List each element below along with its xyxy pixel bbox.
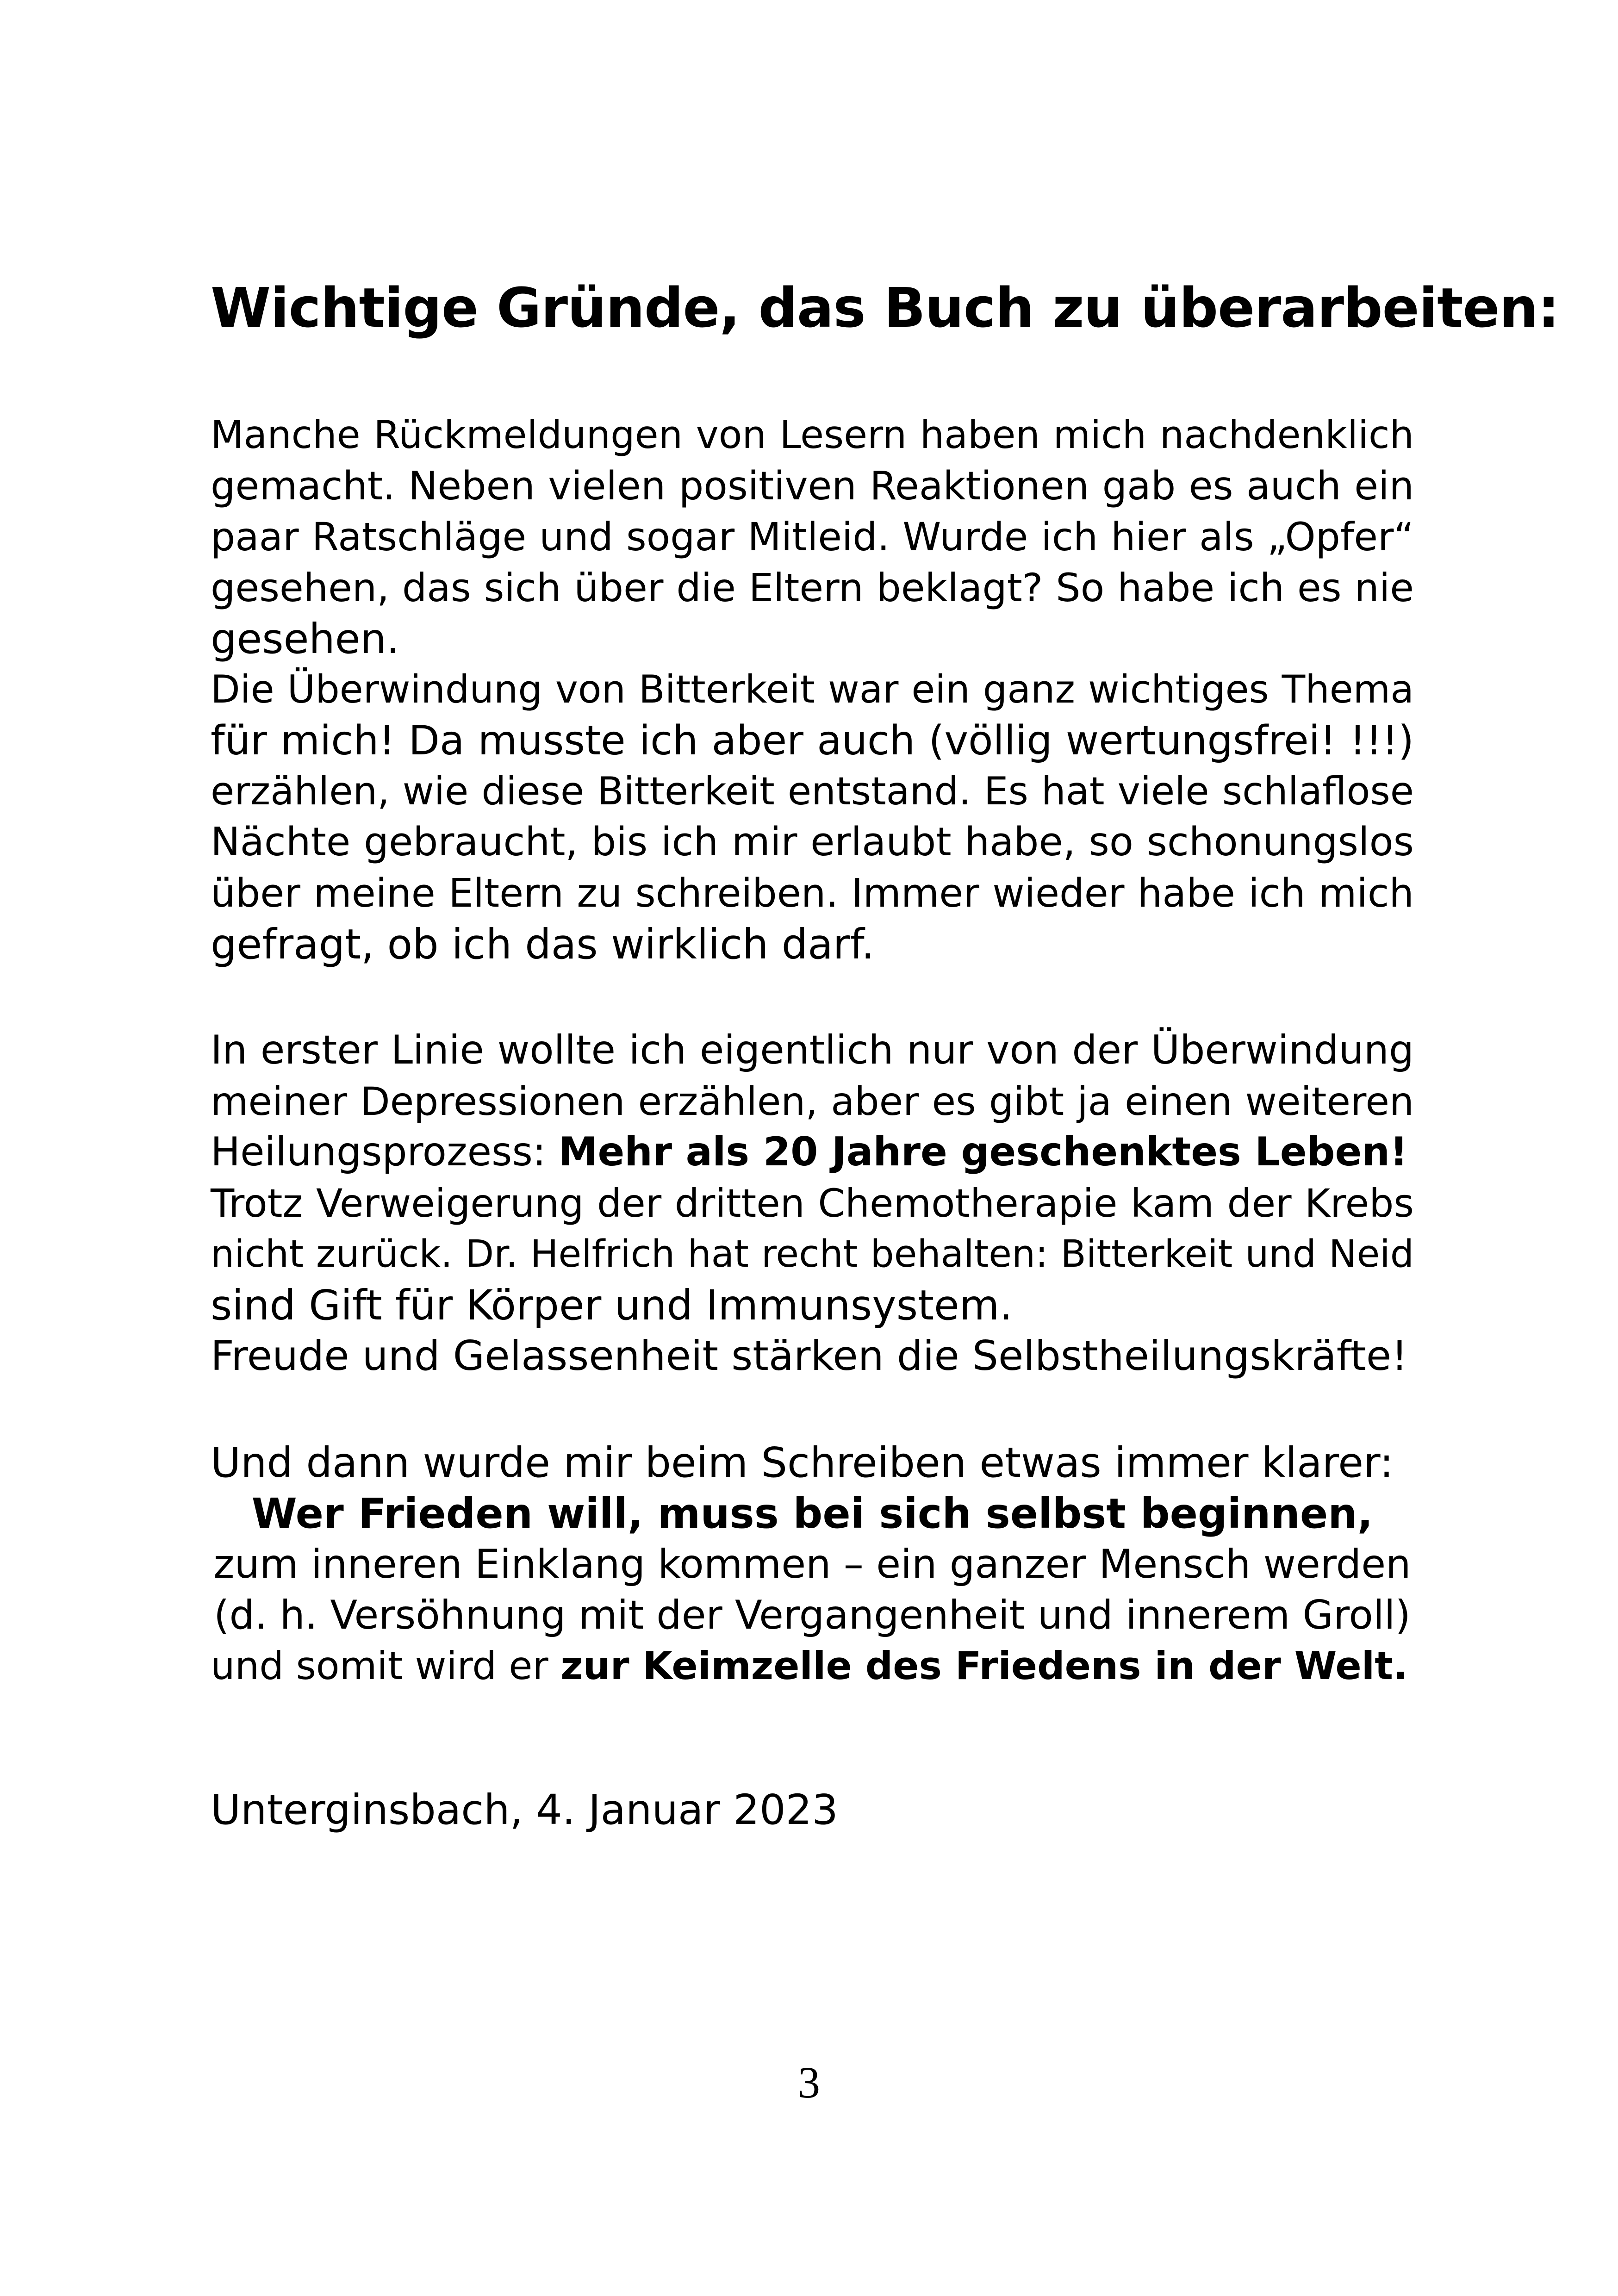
quote-line: (d. h. Versöhnung mit der Vergangenheit und innerem Groll) [214, 1592, 1411, 1638]
page-title: Wichtige Gründe, das Buch zu überarbeiten: [211, 276, 1559, 340]
text-line [211, 1127, 1414, 1178]
text-line: Und dann wurde mir beim Schreiben etwas immer klarer: [211, 1438, 1394, 1487]
paragraph-healing [211, 1025, 1414, 1381]
text-line: sind Gift für Körper und Immunsystem. [211, 1281, 1013, 1329]
emphasis-text: Mehr als 20 Jahre geschenktes Leben! [558, 1129, 1408, 1175]
text-line: In erster Linie wollte ich eigentlich nur von der Überwindung [211, 1027, 1414, 1073]
text-line: über meine Eltern zu schreiben. Immer wieder habe ich mich [211, 871, 1414, 916]
text-line: Nächte gebraucht, bis ich mir erlaubt habe, so schonungslos [211, 819, 1414, 865]
text-line: Die Überwindung von Bitterkeit war ein ganz wichtiges Thema [211, 667, 1414, 712]
text-line: gemacht. Neben vielen positiven Reaktionen gab es auch ein [211, 463, 1414, 509]
text-segment: und somit wird er [211, 1643, 561, 1688]
quote-line: zum inneren Einklang kommen – ein ganzer Mensch werden [213, 1541, 1411, 1587]
text-segment: Heilungsprozess: [211, 1129, 559, 1175]
text-line [211, 1641, 1414, 1692]
paragraph-feedback [211, 410, 1414, 970]
quote-line-bold: Wer Frieden will, muss bei sich selbst beginnen, [251, 1489, 1373, 1537]
place-date: Unterginsbach, 4. Januar 2023 [211, 1786, 838, 1834]
text-line: Freude und Gelassenheit stärken die Selbstheilungskräfte! [211, 1332, 1408, 1380]
text-line: paar Ratschläge und sogar Mitleid. Wurde ich hier als „Opfer“ [211, 514, 1414, 560]
text-line: erzählen, wie diese Bitterkeit entstand. Es hat viele schlaflose [211, 769, 1414, 814]
text-line: für mich! Da musste ich aber auch (völlig wertungsfrei! !!!) [211, 717, 1414, 764]
text-line: gefragt, ob ich das wirklich darf. [211, 920, 875, 968]
text-line: gesehen. [211, 615, 400, 663]
text-line: Trotz Verweigerung der dritten Chemotherapie kam der Krebs [211, 1181, 1414, 1226]
text-line: nicht zurück. Dr. Helfrich hat recht behalten: Bitterkeit und Neid [211, 1232, 1414, 1276]
page-number: 3 [798, 2058, 820, 2107]
paragraph-peace [211, 1437, 1414, 1692]
text-line: Manche Rückmeldungen von Lesern haben mich nachdenklich [211, 412, 1414, 457]
text-line: gesehen, das sich über die Eltern beklagt? So habe ich es nie [211, 565, 1414, 610]
emphasis-text: zur Keimzelle des Friedens in der Welt. [560, 1643, 1408, 1688]
text-line: meiner Depressionen erzählen, aber es gibt ja einen weiteren [211, 1079, 1414, 1124]
